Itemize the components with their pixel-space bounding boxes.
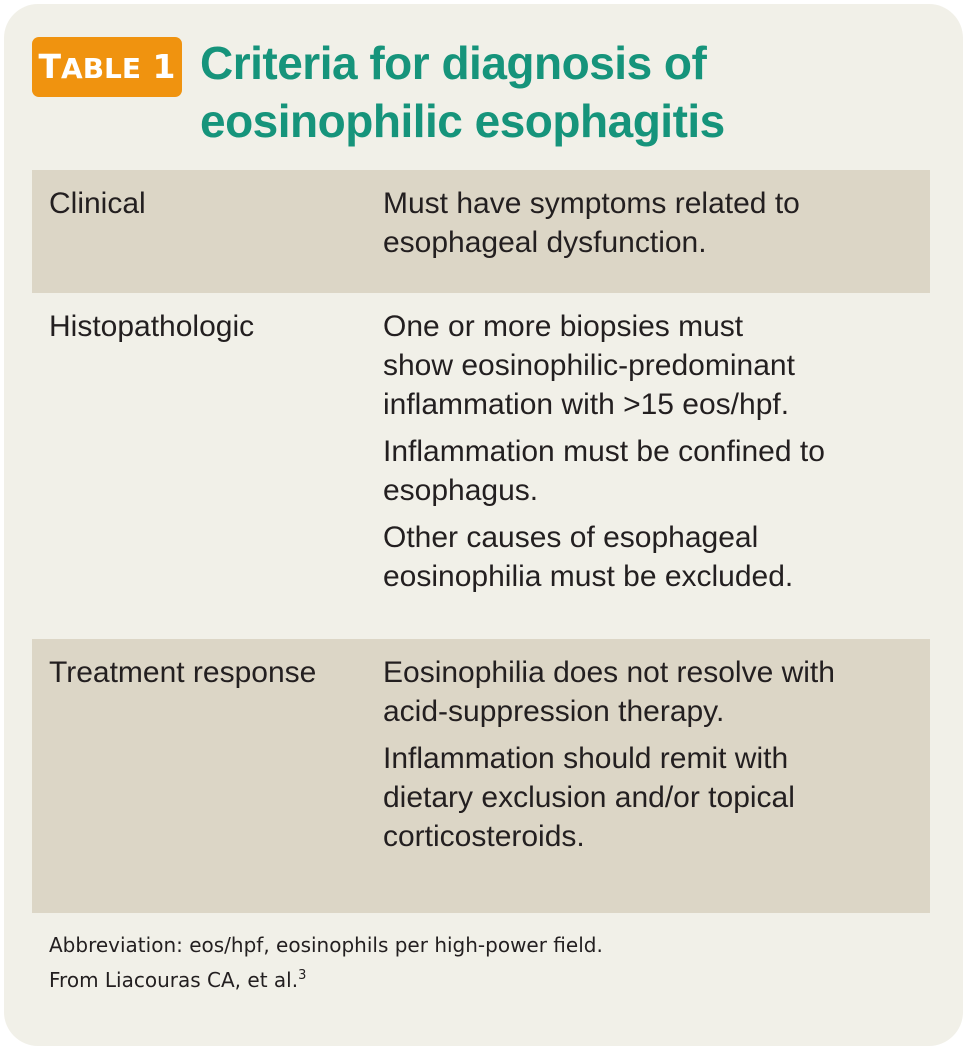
criterion-line: Inflammation must be confined to — [383, 435, 825, 468]
footnote-source-text: From Liacouras CA, et al. — [49, 968, 299, 992]
criterion-line: dietary exclusion and/or topical — [383, 781, 795, 814]
table-row-treatment-response — [32, 639, 930, 913]
row-label: Treatment response — [49, 656, 317, 689]
footnote-source — [49, 963, 603, 998]
criterion-line: corticosteroids. — [383, 820, 585, 853]
criterion-paragraph — [383, 518, 923, 596]
row-criteria — [383, 184, 923, 270]
title-line-1: Criteria for diagnosis of — [200, 37, 707, 89]
criterion-paragraph — [383, 739, 923, 856]
criterion-line: eosinophilia must be excluded. — [383, 560, 794, 593]
criterion-paragraph — [383, 653, 923, 731]
criterion-paragraph — [383, 184, 923, 262]
criterion-line: esophageal dysfunction. — [383, 226, 707, 259]
table-row-histopathologic — [32, 293, 930, 639]
badge-number: 1 — [152, 47, 176, 86]
footnote-reference: 3 — [298, 968, 307, 983]
criterion-line: Eosinophilia does not resolve with — [383, 656, 835, 689]
table-footnote — [49, 928, 603, 998]
criterion-paragraph — [383, 432, 923, 510]
table-row-clinical — [32, 170, 930, 293]
badge-first-letter: T — [38, 47, 62, 86]
criterion-paragraph — [383, 307, 923, 424]
table-badge — [32, 37, 182, 97]
criterion-line: inflammation with >15 eos/hpf. — [383, 388, 790, 421]
criterion-line: esophagus. — [383, 474, 539, 507]
row-label: Histopathologic — [49, 310, 255, 343]
row-criteria — [383, 653, 923, 864]
row-criteria — [383, 307, 923, 604]
criterion-line: Other causes of esophageal — [383, 521, 759, 554]
table-title — [200, 34, 940, 150]
criterion-line: acid-suppression therapy. — [383, 695, 725, 728]
criterion-line: One or more biopsies must — [383, 310, 744, 343]
badge-rest: ABLE — [61, 52, 142, 85]
row-label: Clinical — [49, 187, 146, 220]
footnote-abbreviation: Abbreviation: eos/hpf, eosinophils per high-power field. — [49, 933, 603, 957]
criterion-line: show eosinophilic-predominant — [383, 349, 795, 382]
title-line-2: eosinophilic esophagitis — [200, 95, 725, 147]
criterion-line: Must have symptoms related to — [383, 187, 800, 220]
criterion-line: Inflammation should remit with — [383, 742, 789, 775]
